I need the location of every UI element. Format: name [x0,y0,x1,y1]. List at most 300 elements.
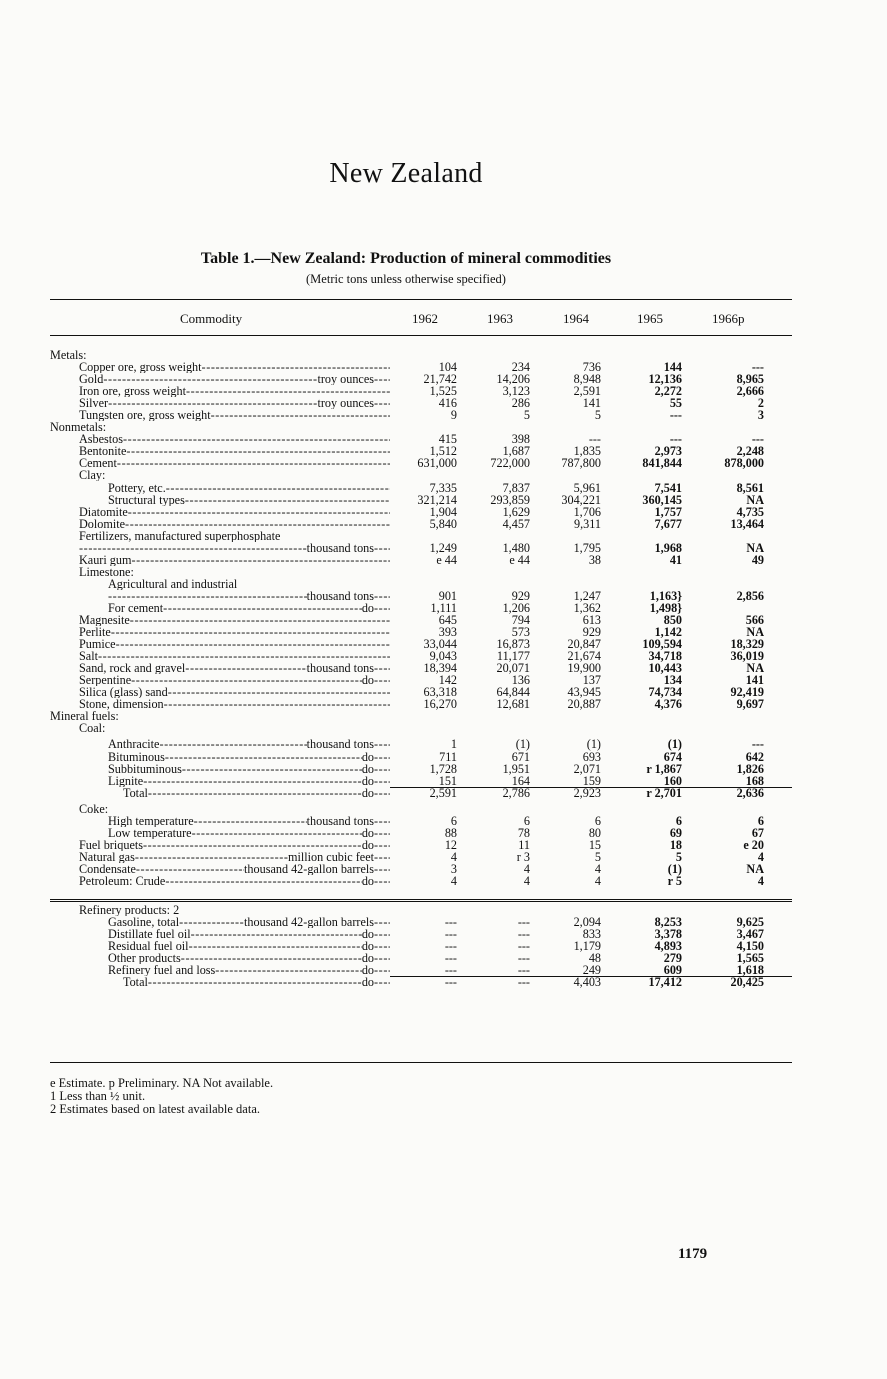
row-label [50,775,390,787]
commodity-name: Pumice [79,638,116,651]
cell-1962: 1,512 [429,444,457,459]
cell-1963: 78 [517,825,530,840]
leader-dots [159,738,306,750]
commodity-name: Sand, rock and gravel [79,662,186,675]
cell-1966p: 642 [745,749,764,764]
cell-1965: 1,757 [654,504,682,519]
cell-1964: 1,706 [573,504,601,519]
row-label [50,578,390,590]
row-label [50,916,390,928]
cell-1964: 1,179 [573,939,601,954]
cell-1962: 416 [438,396,457,411]
cell-1962: 1,111 [430,600,457,615]
row-label [50,787,390,799]
cell-1965: 279 [663,951,682,966]
cell-1965: 160 [663,773,682,788]
cell-1964: 5 [594,849,601,864]
cell-1964: 141 [582,396,601,411]
row-label [50,976,390,988]
cell-1962: --- [444,951,457,966]
cell-1964: 20,887 [567,697,601,712]
cell-1962: 321,214 [417,492,457,507]
commodity-name: Diatomite [79,505,128,518]
leader-dots [108,590,307,602]
cell-1966p: 1,565 [736,951,764,966]
cell-1965: 109,594 [642,637,682,652]
cell-1963: e 44 [509,552,530,567]
commodity-name: Copper ore, gross weight [79,361,202,374]
cell-1962: 7,335 [429,480,457,495]
cell-1965: 2,973 [654,444,682,459]
cell-1966p: 4,735 [736,504,764,519]
cell-1963: --- [517,939,530,954]
table-row [50,542,792,554]
commodity-name: Coke: [79,802,109,815]
leader-dots [136,863,244,875]
header-1963: 1963 [487,311,513,326]
cell-1962: 88 [444,825,457,840]
commodity-name: Structural types [108,493,185,506]
cell-1963: 1,480 [502,540,530,555]
cell-1962: 1,728 [429,761,457,776]
cell-1963: 4 [523,861,530,876]
leader-dots [168,686,390,698]
commodity-name: Bentonite [79,445,127,458]
cell-1964: 2,923 [573,785,601,800]
cell-1965: r 5 [667,873,682,888]
cell-1962: --- [444,939,457,954]
cell-1964: 4 [594,873,601,888]
cell-1966p: 18,329 [730,637,764,652]
cell-1964: 1,362 [573,600,601,615]
cell-1966p: 1,618 [736,963,764,978]
table-row [50,815,792,827]
table-row [50,482,792,494]
commodity-name: For cement [108,601,164,614]
leader-dots [98,650,390,662]
cell-1964: 787,800 [561,456,601,471]
page-number: 1179 [678,1246,708,1262]
table-row [50,494,792,506]
commodity-name: Natural gas [79,850,135,863]
leader-dots [116,638,390,650]
row-label [50,409,390,421]
row-label [50,638,390,650]
row-label [50,964,390,976]
commodity-name: Distillate fuel oil [108,928,191,941]
row-label [50,722,390,734]
leader-dots [111,626,390,638]
table-bottom-rule [50,1062,792,1063]
row-label [50,566,390,578]
cell-1962: 4 [450,873,457,888]
row-label [50,433,390,445]
cell-1963: 1,206 [502,600,530,615]
leader-dots [185,662,306,674]
cell-1965: 841,844 [642,456,682,471]
leader-dots [125,518,390,530]
cell-1962: 63,318 [423,685,457,700]
commodity-unit: do [361,940,374,953]
cell-1965: 609 [663,963,682,978]
cell-1963: 929 [511,588,530,603]
cell-1965: 18 [669,837,682,852]
footnote-2: 1 Less than ½ unit. [50,1089,146,1103]
commodity-name: Lignite [108,774,144,787]
cell-1963: 3,123 [502,384,530,399]
commodity-name: Subbituminous [108,762,182,775]
row-label [50,457,390,469]
commodity-name: Anthracite [108,738,160,751]
cell-1962: e 44 [436,552,457,567]
cell-1966p: 4,150 [736,939,764,954]
table-row [50,409,792,421]
cell-1966p: 8,561 [736,480,764,495]
cell-1966p: 2,248 [736,444,764,459]
commodity-name: Serpentine [79,674,132,687]
commodity-unit: troy ounces [317,397,374,410]
commodity-unit: do [361,826,374,839]
leader-dots [181,952,362,964]
cell-1966p: NA [746,492,764,507]
row-label [50,469,390,481]
row-label [50,698,390,710]
leader-dots [117,457,390,469]
cell-1965: 144 [663,360,682,375]
cell-1965: 2,272 [654,384,682,399]
cell-1962: 1,904 [429,504,457,519]
cell-1963: 136 [511,673,530,688]
leader-dots [186,385,390,397]
cell-1962: 3 [450,861,457,876]
cell-1962: 9 [450,408,457,423]
cell-1966p: --- [751,360,764,375]
leader-dots [165,751,362,763]
cell-1965: 12,136 [648,372,682,387]
cell-1966p: 9,625 [736,915,764,930]
cell-1962: 142 [438,673,457,688]
cell-1965: (1) [667,737,682,752]
row-label [50,815,390,827]
commodity-unit: do [361,976,374,989]
cell-1966p: 2,636 [736,785,764,800]
cell-1962: 2,591 [429,785,457,800]
cell-1964: 736 [582,360,601,375]
header-1962: 1962 [412,311,438,326]
cell-1965: --- [669,408,682,423]
commodity-name: Silver [79,397,109,410]
header-1965: 1965 [637,311,663,326]
cell-1964: 1,835 [573,444,601,459]
cell-1964: (1) [586,737,601,752]
commodity-name: Fertilizers, manufactured superphosphate [79,529,281,542]
commodity-name: Tungsten ore, gross weight [79,409,211,422]
cell-1963: 794 [511,613,530,628]
leader-dots [166,482,390,494]
cell-1966p: NA [746,661,764,676]
cell-1963: r 3 [516,849,530,864]
commodity-name: Other products [108,952,181,965]
table-title: Table 1.—New Zealand: Production of mineral commodities [200,250,612,267]
cell-1965: 34,718 [648,649,682,664]
cell-1963: --- [517,951,530,966]
commodity-unit: million cubic feet [288,850,374,863]
cell-1963: 11 [518,837,530,852]
commodity-name: Salt [79,650,98,663]
leader-dots [131,674,362,686]
leader-dots [185,494,390,506]
cell-1965: 6 [675,813,682,828]
row-label [50,373,390,385]
cell-1966p: 2,856 [736,588,764,603]
table-row [50,554,792,566]
cell-1962: 151 [438,773,457,788]
footnote-1: e Estimate. p Preliminary. NA Not available. [50,1076,274,1090]
commodity-name: Bituminous [108,750,165,763]
cell-1963: 64,844 [496,685,530,700]
cell-1963: 6 [523,813,530,828]
row-label [50,482,390,494]
cell-1964: 8,948 [573,372,601,387]
cell-1966p: 20,425 [730,975,764,990]
commodity-unit: troy ounces [317,373,374,386]
commodity-name: Mineral fuels: [50,710,119,723]
cell-1966p: 4 [757,849,764,864]
cell-1965: --- [669,432,682,447]
leader-dots [164,698,390,710]
cell-1963: (1) [515,737,530,752]
row-label [50,445,390,457]
table-row [50,763,792,775]
cell-1964: 80 [588,825,601,840]
table-row [50,875,792,887]
cell-1966p: 1,826 [736,761,764,776]
cell-1963: 286 [511,396,530,411]
cell-1964: 15 [588,837,601,852]
cell-1966p: NA [746,861,764,876]
cell-1965: 10,443 [648,661,682,676]
cell-1962: 104 [438,360,457,375]
cell-1965: 17,412 [648,975,682,990]
cell-1965: 5 [675,849,682,864]
commodity-name: Refinery fuel and loss [108,964,216,977]
commodity-name: Refinery products: 2 [79,903,180,916]
commodity-name: Agricultural and industrial [108,577,238,590]
commodity-unit: do [361,874,374,887]
cell-1962: --- [444,927,457,942]
cell-1962: 4 [450,849,457,864]
cell-1963: 1,951 [502,761,530,776]
commodity-name: High temperature [108,814,194,827]
cell-1962: 393 [438,625,457,640]
table-row [50,899,792,916]
cell-1964: 5,961 [573,480,601,495]
commodity-unit: do [361,964,374,977]
cell-1966p: 6 [757,813,764,828]
row-label [50,626,390,638]
row-label [50,952,390,964]
commodity-name: Fuel briquets [79,838,143,851]
cell-1963: 11,177 [496,649,530,664]
commodity-name: Magnesite [79,614,130,627]
cell-1965: 1,968 [654,540,682,555]
commodity-unit: thousand tons [306,738,374,751]
leader-dots [165,875,362,887]
table-row [50,827,792,839]
cell-1965: 1,142 [654,625,682,640]
cell-1963: --- [517,915,530,930]
row-label [50,542,390,554]
cell-1966p: 3,467 [736,927,764,942]
leader-dots [79,542,307,554]
table-row [50,530,792,542]
cell-1963: 722,000 [490,456,530,471]
table-top-rule [50,299,792,300]
cell-1965: 134 [663,673,682,688]
table-row [50,722,792,738]
row-label [50,803,390,815]
row-label [50,361,390,373]
cell-1962: 1,525 [429,384,457,399]
commodity-name: Coal: [79,722,106,735]
commodity-name: Total [123,786,148,799]
cell-1963: --- [517,927,530,942]
cell-1966p: NA [746,540,764,555]
cell-1964: 43,945 [567,685,601,700]
cell-1962: 1 [450,737,457,752]
header-1964: 1964 [563,311,589,326]
cell-1963: 20,071 [496,661,530,676]
cell-1963: 7,837 [502,480,530,495]
cell-1966p: 2 [757,396,764,411]
cell-1966p: 3 [757,408,764,423]
commodity-unit: do [361,750,374,763]
cell-1965: 4,893 [654,939,682,954]
leader-dots [128,506,390,518]
commodity-unit: thousand 42-gallon barrels [244,916,374,929]
table-row [50,738,792,750]
cell-1963: 14,206 [496,372,530,387]
leader-dots [189,940,362,952]
cell-1962: 1,249 [429,540,457,555]
cell-1965: 8,253 [654,915,682,930]
footnote-3: 2 Estimates based on latest available data. [50,1102,260,1116]
cell-1964: 4 [594,861,601,876]
cell-1963: 671 [511,749,530,764]
cell-1966p: 13,464 [730,516,764,531]
row-label [50,506,390,518]
cell-1964: 693 [582,749,601,764]
commodity-name: Metals: [50,349,87,361]
cell-1966p: 168 [745,773,764,788]
cell-1966p: 566 [745,613,764,628]
cell-1962: 6 [450,813,457,828]
table-row [50,775,792,787]
cell-1966p: --- [751,432,764,447]
cell-1963: 293,859 [490,492,530,507]
cell-1962: 415 [438,432,457,447]
cell-1965: 1,498} [649,600,682,615]
cell-1965: 74,734 [648,685,682,700]
cell-1965: 7,541 [654,480,682,495]
cell-1964: 4,403 [573,975,601,990]
commodity-unit: do [361,774,374,787]
leader-dots [179,916,244,928]
commodity-name: Gasoline, total [108,916,180,929]
cell-1964: 38 [588,552,601,567]
cell-1964: 929 [582,625,601,640]
row-label [50,875,390,887]
cell-1964: 1,795 [573,540,601,555]
row-label [50,851,390,863]
cell-1963: 5 [523,408,530,423]
cell-1963: 16,873 [496,637,530,652]
cell-1966p: --- [751,737,764,752]
leader-dots [163,602,362,614]
cell-1965: r 1,867 [646,761,682,776]
cell-1962: 21,742 [423,372,457,387]
leader-dots [130,614,390,626]
commodity-unit: do [361,952,374,965]
row-label [50,614,390,626]
leader-dots [123,433,390,445]
commodity-unit: do [361,601,374,614]
cell-1962: 16,270 [423,697,457,712]
cell-1965: 41 [669,552,682,567]
table-row [50,976,792,992]
leader-dots [194,815,307,827]
row-label [50,554,390,566]
commodity-name: Limestone: [79,565,134,578]
commodity-name: Gold [79,373,104,386]
table-row [50,698,792,710]
cell-1966p: e 20 [743,837,764,852]
cell-1964: 2,094 [573,915,601,930]
commodity-unit: thousand tons [306,662,374,675]
row-label [50,674,390,686]
commodity-name: Dolomite [79,517,126,530]
header-bottom-rule [50,335,792,336]
cell-1964: 5 [594,408,601,423]
cell-1962: 5,840 [429,516,457,531]
leader-dots [103,373,317,385]
commodity-name: Condensate [79,862,136,875]
header-commodity: Commodity [180,311,243,326]
cell-1962: --- [444,975,457,990]
cell-1963: 1,687 [502,444,530,459]
leader-dots [108,397,317,409]
row-label [50,751,390,763]
cell-1965: 850 [663,613,682,628]
commodity-name: Stone, dimension [79,698,164,711]
cell-1964: 159 [582,773,601,788]
cell-1964: 249 [582,963,601,978]
cell-1963: 164 [511,773,530,788]
leader-dots [126,445,390,457]
commodity-name: Iron ore, gross weight [79,385,186,398]
cell-1962: 12 [444,837,457,852]
cell-1966p: 9,697 [736,697,764,712]
commodity-unit: do [361,674,374,687]
commodity-unit: thousand 42-gallon barrels [244,862,374,875]
row-label [50,349,390,361]
commodity-name: Clay: [79,469,106,482]
cell-1966p: 141 [745,673,764,688]
row-label [50,686,390,698]
commodity-name: Total [123,976,148,989]
row-label [50,518,390,530]
row-label [50,710,390,722]
